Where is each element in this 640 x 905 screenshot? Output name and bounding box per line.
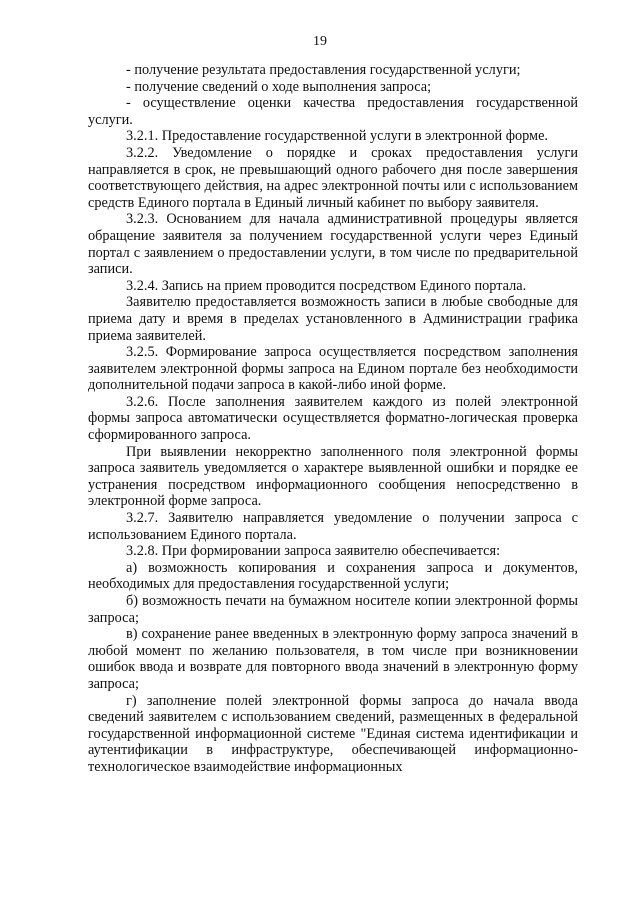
paragraph-3-2-2: 3.2.2. Уведомление о порядке и сроках предоставления услуги направляется в срок, не превышающий одного рабочего дня после завершения соответствующего действия, на адрес электронной почты или с использованием средств Единого портала в Единый личный кабинет по выбору заявителя. [88,144,578,211]
document-body [88,62,578,776]
paragraph-item-v: в) сохранение ранее введенных в электронную форму запроса значений в любой момент по желанию пользователя, в том числе при возникновении ошибок ввода и возврате для повторного ввода значений в электронную форму запроса; [88,626,578,692]
paragraph-bullet-status: - получение сведений о ходе выполнения запроса; [126,78,432,95]
page-number: 19 [313,34,327,49]
paragraph-bullet-result: - получение результата предоставления государственной услуги; [126,62,521,78]
paragraph-error-handling: При выявлении некорректно заполненного поля электронной формы запроса заявитель уведомляется о характере выявленной ошибки и порядке ее устранения посредством информационного сообщения непосредственно в электронной форме запроса. [88,443,578,510]
paragraph-item-b: б) возможность печати на бумажном носителе копии электронной формы запроса; [88,593,578,626]
paragraph-3-2-3: 3.2.3. Основанием для начала административной процедуры является обращение заявителя за получением государственной услуги через Единый портал с заявлением о предоставлении услуги, в том числе по предварительной записи. [88,211,578,278]
paragraph-item-g: г) заполнение полей электронной формы запроса до начала ввода сведений заявителем с использованием сведений, размещенных в федеральной государственной информационной системе "Единая система идентификации и аутентификации в инфраструктуре, обеспечивающей информационно-технологическое взаимодействие информационных [88,692,578,775]
paragraph-item-a: а) возможность копирования и сохранения запроса и документов, необходимых для предоставления государственной услуги; [88,559,578,593]
paragraph-3-2-5: 3.2.5. Формирование запроса осуществляется посредством заполнения заявителем электронной формы запроса на Едином портале без необходимости дополнительной подачи запроса в какой-либо иной форме. [88,344,578,394]
paragraph-3-2-8: 3.2.8. При формировании запроса заявителю обеспечивается: [126,543,501,560]
paragraph-bullet-quality: - осуществление оценки качества предоставления государственной услуги. [88,95,578,128]
paragraph-3-2-6: 3.2.6. После заполнения заявителем каждого из полей электронной формы запроса автоматически осуществляется форматно-логическая проверка сформированного запроса. [88,393,578,444]
paragraph-appointment: Заявителю предоставляется возможность записи в любые свободные для приема дату и время в пределах установленного в Администрации графика приема заявителей. [88,294,578,344]
paragraph-3-2-1: 3.2.1. Предоставление государственной услуги в электронной форме. [126,128,549,145]
paragraph-3-2-7: 3.2.7. Заявителю направляется уведомление о получении запроса с использованием Единого портала. [88,510,578,543]
paragraph-3-2-4: 3.2.4. Запись на прием проводится посредством Единого портала. [126,277,527,294]
